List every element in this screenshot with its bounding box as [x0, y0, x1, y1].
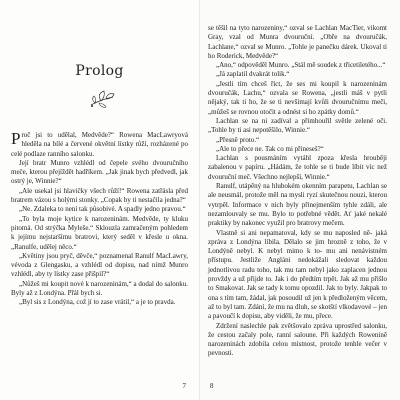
paragraph: „Já zaplatil dvakrát tolik.“: [216, 70, 290, 79]
paragraph: se těšil na tyto narozeniny,“ ozval se Lachlan MacTier, vikomt Gray, vzal od Munra dvouruční. „Obře na dvouručák, Lachlane,“ ozval se Munro. „Tohle je panečku dárek. Ukoval ti ho Roderick, Medvěde?“: [208, 24, 387, 60]
left-page: [0, 0, 199, 400]
paragraph: „Ale usekal jsi hlavičky všech růží!“ Rowena zatřásla před bratrem vázou s holými stonky. „Copak by ti nestačila jedna?“: [11, 186, 188, 205]
right-page-text: [208, 24, 387, 359]
paragraph: „Ale to přece ne. Tak co mi přineseš?“: [216, 144, 324, 153]
page-number-left: 7: [182, 382, 186, 390]
paragraph: „Jestli tím chceš říct, že ses mi koupil k narozeninám dvouručák, Lachu,“ ozvala se Rowena, „jestli máš v pytli nějaký, tak ti ho, že se ti nevšimají kvůli dvouručnímu meči, „můžeš se rovnou otočit a odnést si ho zpátky domů.“: [208, 79, 387, 116]
paragraph: Proč jsi to udělal, Medvěde?“ Rowena MacLawryová hleděla na bílé a červené okvětní lístky růží, rozházené po celé podlaze ranního salonku.: [11, 129, 188, 158]
left-page-text: [11, 131, 188, 308]
paragraph: Ranulf, utápěný na hlubokém okenním parapetu, Lachlan se ale neusmál, protože měl na mysli ryzí skutečnou nouzi, kterou vytrpěl. Informace v nich byly přinejmenším tyhle zdáli, ale nezamlouvaly se mu. Bylo to potřebné vědět. Ať jaké nekalé praktiky by nakonec využil pro bratrovy mečem.: [208, 182, 387, 228]
paragraph: Lachlan se na ni zadíval a přimhouřil světle zelené oči. „Tohle by ti asi nepotěšilo, Winnie.“: [208, 116, 387, 135]
page-number-right: 8: [210, 382, 214, 390]
dropcap: P: [11, 129, 21, 148]
paragraph: „Ano,“ odpověděl Munro. „Stál mě soudek z třicetiletého...“: [216, 61, 386, 70]
paragraph: „To byla moje kytice k narozeninám. Medvěde, ty kluku pitomá. Od strýčka Myleše.“ Sklouzla zamračeným pohledem k jejímu nejstaršímu bratrovi, který seděl v křesle u okna. „Ranulfe, udělej něco.“: [11, 214, 188, 251]
paragraph: Lachlan s pousmáním vytáhl zpoza křesla hrouběji zabalenou v papíru. „Hádám, že tohle se ti bude líbit víc než dvouruční meč. Všechno nejlepší, Winnie.“: [208, 154, 387, 181]
paragraph: „Květiny jsou pryč, děvče,“ poznamenal Ranulf MacLawry, vévoda z Glengasku, a vzhlédl od dopisu, nad nímž Munro vzhlédl, aby ty lístky zase přišpil?“: [11, 251, 188, 279]
paragraph: „Byl sis z Londýna, což jí to zase vrátil,“ a je to pravda.: [19, 298, 176, 307]
paragraph: „Přesně proto.“: [216, 135, 260, 144]
floral-leaf-ornament-icon: [87, 90, 117, 110]
chapter-title: Prolog: [75, 63, 124, 79]
paragraph: Vlastně si ani nepamatoval, kdy se mu naposled ně- jaká zpráva z Londýna líbila. Dělalo se jim hrozně z toho, že v Londýně nebyl. K nebyl mimo k to- mu ani nenávistném přístupu. Jestliže Angláni nedokážali sledovat každou jednotlivou radu toho, tak mu tam nebyl jako zaplacen jednou provždy a už přijde to. Jak i do předtím trpět. Jak až mu přišlo to Smakovat. Jak se tady k tomu opozdil. Jak to byly. Jakpak to ona s tím tam, žádal, jak posoudil už jen k předloženým věcem, až to byl tam. Zdání, že mu na dluh, se skotští vlkodavové – jen a pavoučí k dopisu, aby viděli, že mu, přece.: [208, 228, 387, 321]
paragraph: Zdržení naslechle pak zvětšovalo zpráva uprostřed salonku, že cestou začaly pole, ranní saloune. Při každých Rowenině narozeninách zdobila celou místnost, protože tenhle večer v pevnosti.: [208, 321, 387, 358]
paragraph: „Nůžeš mi koupit nové k narozeninám,“ a dodal do salonku. Byly až z Londýna. Přál bych si.: [11, 279, 188, 298]
paragraph: „Ne. Zdaleka to není tak působivé. A spadly jedno pravou.“: [19, 205, 186, 214]
paragraph: Její bratr Munro vzhlédl od čepele svého dvouručního meče, kterou přejíždět hadříkem. „Jak jinak bych předvedl, jak ostrý je, Winnie?“: [11, 158, 188, 186]
